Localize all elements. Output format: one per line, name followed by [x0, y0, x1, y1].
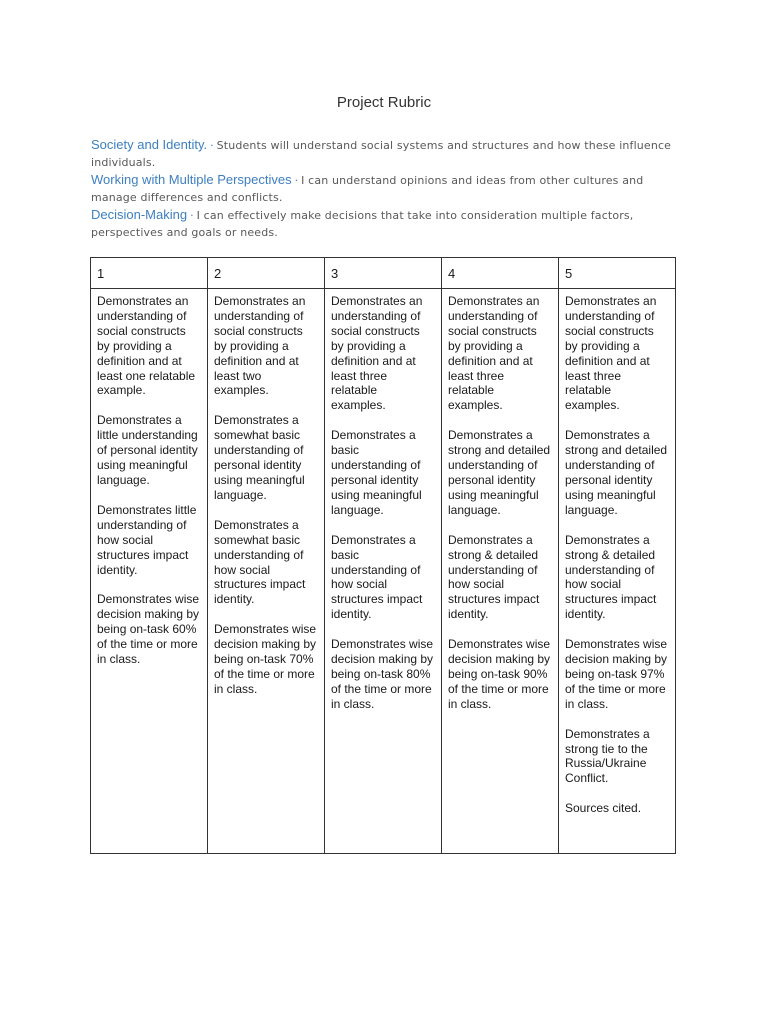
rubric-table [90, 257, 676, 854]
score-5-criteria [559, 289, 676, 854]
score-header-2: 2 [208, 258, 325, 289]
criterion: Demonstrates a little understanding of personal identity using meaningful language. [97, 413, 198, 487]
standard-separator: · [294, 174, 299, 187]
standard-description: I can understand opinions and ideas from other cultures and manage differences and conflicts. [91, 174, 644, 204]
score-header-5: 5 [559, 258, 676, 289]
criterion: Demonstrates wise decision making by being on-task 60% of the time or more in class. [97, 592, 200, 667]
criterion: Demonstrates an understanding of social constructs by providing a definition and at least three relatable examples. [565, 294, 657, 413]
standard-name: Society and Identity. [91, 137, 208, 152]
criterion: Demonstrates a strong & detailed understanding of how social structures impact identity. [448, 532, 540, 622]
page-title: Project Rubric [336, 94, 432, 111]
standards-list [91, 136, 681, 241]
criterion: Demonstrates a strong and detailed understanding of personal identity using meaningful language. [448, 428, 551, 517]
standard-description: Students will understand social systems and structures and how these influence individuals. [91, 139, 672, 169]
criterion: Demonstrates a basic understanding of how social structures impact identity. [331, 532, 423, 622]
criterion: Demonstrates an understanding of social constructs by providing a definition and at least three relatable examples. [331, 294, 423, 413]
criterion: Demonstrates an understanding of social constructs by providing a definition and at least two examples. [214, 294, 306, 398]
criterion: Sources cited. [565, 801, 642, 816]
criterion: Demonstrates wise decision making by being on-task 90% of the time or more in class. [448, 637, 551, 711]
criterion: Demonstrates wise decision making by being on-task 97% of the time or more in class. [565, 637, 668, 711]
criterion: Demonstrates little understanding of how social structures impact identity. [97, 502, 197, 577]
criterion: Demonstrates a somewhat basic understanding of personal identity using meaningful language. [214, 413, 305, 502]
standard-multiple-perspectives [91, 171, 681, 206]
standard-description: I can effectively make decisions that take into consideration multiple factors, perspectives and goals or needs. [91, 209, 634, 239]
criterion: Demonstrates a somewhat basic understanding of how social structures impact identity. [214, 517, 306, 607]
standard-name: Decision-Making [91, 207, 188, 222]
standard-decision-making [91, 206, 681, 241]
standard-separator: · [190, 209, 194, 222]
score-header-4: 4 [442, 258, 559, 289]
standard-separator: · [210, 139, 214, 152]
criterion: Demonstrates wise decision making by being on-task 80% of the time or more in class. [331, 637, 434, 711]
criterion: Demonstrates wise decision making by being on-task 70% of the time or more in class. [214, 622, 317, 696]
criterion: Demonstrates a strong tie to the Russia/Ukraine Conflict. [565, 726, 650, 786]
standard-society-identity [91, 136, 681, 171]
score-4-criteria [442, 289, 559, 854]
rubric-header-row [91, 258, 676, 289]
criterion: Demonstrates an understanding of social constructs by providing a definition and at least one relatable example. [97, 294, 196, 398]
standard-name: Working with Multiple Perspectives [91, 172, 292, 187]
score-2-criteria [208, 289, 325, 854]
score-1-criteria [91, 289, 208, 854]
score-header-1: 1 [91, 258, 208, 289]
criterion: Demonstrates a strong and detailed understanding of personal identity using meaningful language. [565, 428, 668, 517]
score-3-criteria [325, 289, 442, 854]
criterion: Demonstrates an understanding of social constructs by providing a definition and at least three relatable examples. [448, 294, 540, 413]
score-header-3: 3 [325, 258, 442, 289]
criterion: Demonstrates a basic understanding of personal identity using meaningful language. [331, 428, 422, 517]
criterion: Demonstrates a strong & detailed understanding of how social structures impact identity. [565, 532, 657, 622]
rubric-criteria-row [91, 289, 676, 854]
